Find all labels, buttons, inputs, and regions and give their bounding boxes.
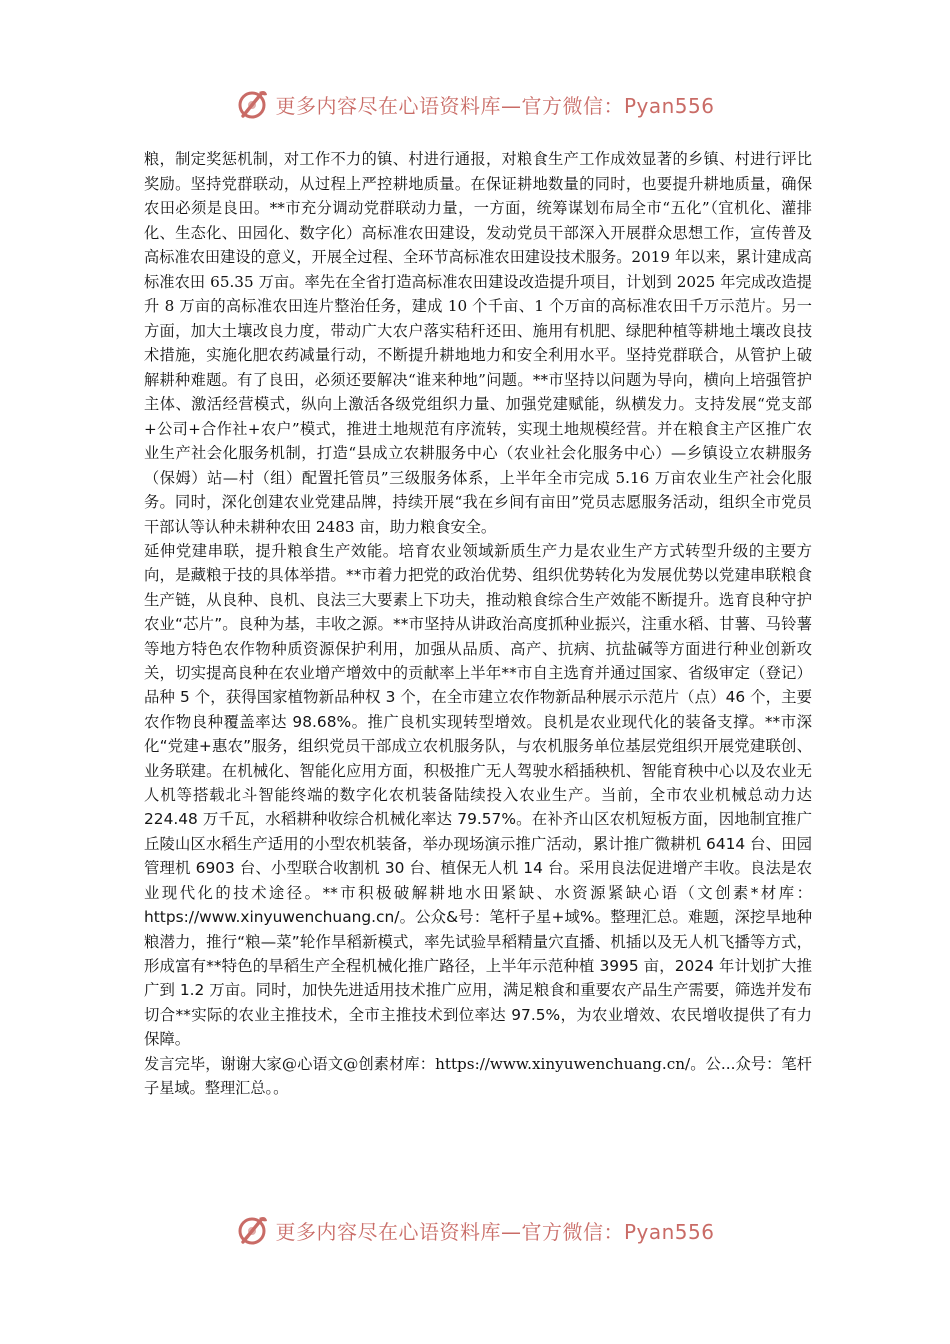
footer-watermark: [0, 1208, 950, 1252]
document-body: [144, 147, 812, 1101]
brush-ring-logo-icon: [235, 1212, 271, 1248]
brush-ring-logo-icon: [235, 86, 271, 122]
header-watermark-text: 更多内容尽在心语资料库—官方微信：Pyan556: [275, 93, 715, 118]
body-paragraph-3: 发言完毕，谢谢大家@心语文@创素材库：https://www.xinyuwenchuang.cn/。公...众号：笔杆子星域。整理汇总。。: [144, 1054, 812, 1098]
header-watermark: [0, 82, 950, 126]
body-paragraph-2: 延伸党建串联，提升粮食生产效能。培育农业领域新质生产力是农业生产方式转型升级的主要方向，是藏粮于技的具体举措。**市着力把党的政治优势、组织优势转化为发展优势以党建串联粮食生产链，从良种、良机、良法三大要素上下功夫，推动粮食综合生产效能不断提升。选育良种守护农业“芯片”。良种为基，丰收之源。**市坚持从讲政治高度抓种业振兴，注重水稻、甘薯、马铃薯等地方特色农作物种质资源保护利用，加强从品质、高产、抗病、抗盐碱等方面进行种业创新攻关，切实提高良种在农业增产增效中的贡献率上半年**市自主选育并通过国家、省级审定（登记）品种 5 个，获得国家植物新品种权 3 个，在全市建立农作物新品种展示示范片（点）46 个，主要农作物良种覆盖率达 98.68%。推广良机实现转型增效。良机是农业现代化的装备支撑。**市深化“党建+惠农”服务，组织党员干部成立农机服务队，与农机服务单位基层党组织开展党建联创、业务联建。在机械化、智能化应用方面，积极推广无人驾驶水稻插秧机、智能育秧中心以及农业无人机等搭载北斗智能终端的数字化农机装备陆续投入农业生产。当前，全市农业机械总动力达 224.48 万千瓦，水稻耕种收综合机械化率达 79.57%。在补齐山区农机短板方面，因地制宜推广丘陵山区水稻生产适用的小型农机装备，举办现场演示推广活动，累计推广微耕机 6414 台、田园管理机 6903 台、小型联合收割机 30 台、植保无人机 14 台。采用良法促进增产丰收。良法是农业现代化的技术途径。**市积极破解耕地水田紧缺、水资源紧缺心语（文创素*材库：https://www.xinyuwenchuang.cn/。公众&号：笔杆子星+域%。整理汇总。难题，深挖旱地种粮潜力，推行“粮—菜”轮作旱稻新模式，率先试验旱稻精量穴直播、机插以及无人机飞播等方式，形成富有**特色的旱稻生产全程机械化推广路径，上半年示范种植 3995 亩，2024 年计划扩大推广到 1.2 万亩。同时，加快先进适用技术推广应用，满足粮食和重要农产品生产需要，筛选并发布切合**实际的农业主推技术，全市主推技术到位率达 97.5%，为农业增效、农民增收提供了有力保障。: [144, 542, 812, 1049]
footer-watermark-text: 更多内容尽在心语资料库—官方微信：Pyan556: [275, 1219, 715, 1244]
body-paragraph-1: 粮，制定奖惩机制，对工作不力的镇、村进行通报，对粮食生产工作成效显著的乡镇、村进行评比奖励。坚持党群联动，从过程上严控耕地质量。在保证耕地数量的同时，也要提升耕地质量，确保农田必须是良田。**市充分调动党群联动力量，一方面，统筹谋划布局全市“五化”（宜机化、灌排化、生态化、田园化、数字化）高标准农田建设，发动党员干部深入开展群众思想工作，宣传普及高标准农田建设的意义，开展全过程、全环节高标准农田建设技术服务。2019 年以来，累计建成高标准农田 65.35 万亩。率先在全省打造高标准农田建设改造提升项目，计划到 2025 年完成改造提升 8 万亩的高标准农田连片整治任务，建成 10 个千亩、1 个万亩的高标准农田千万示范片。另一方面，加大土壤改良力度，带动广大农户落实秸秆还田、施用有机肥、绿肥种植等耕地土壤改良技术措施，实施化肥农药减量行动，不断提升耕地地力和安全利用水平。坚持党群联合，从管护上破解耕种难题。有了良田，必须还要解决“谁来种地”问题。**市坚持以问题为导向，横向上培强管护主体、激活经营模式，纵向上激活各级党组织力量、加强党建赋能，纵横发力。支持发展“党支部+公司+合作社+农户”模式，推进土地规范有序流转，实现土地规模经营。并在粮食主产区推广农业生产社会化服务机制，打造“县成立农耕服务中心（农业社会化服务中心）—乡镇设立农耕服务（保姆）站—村（组）配置托管员”三级服务体系，上半年全市完成 5.16 万亩农业生产社会化服务。同时，深化创建农业党建品牌，持续开展“我在乡间有亩田”党员志愿服务活动，组织全市党员干部认等认种未耕种农田 2483 亩，助力粮食安全。: [144, 150, 812, 536]
